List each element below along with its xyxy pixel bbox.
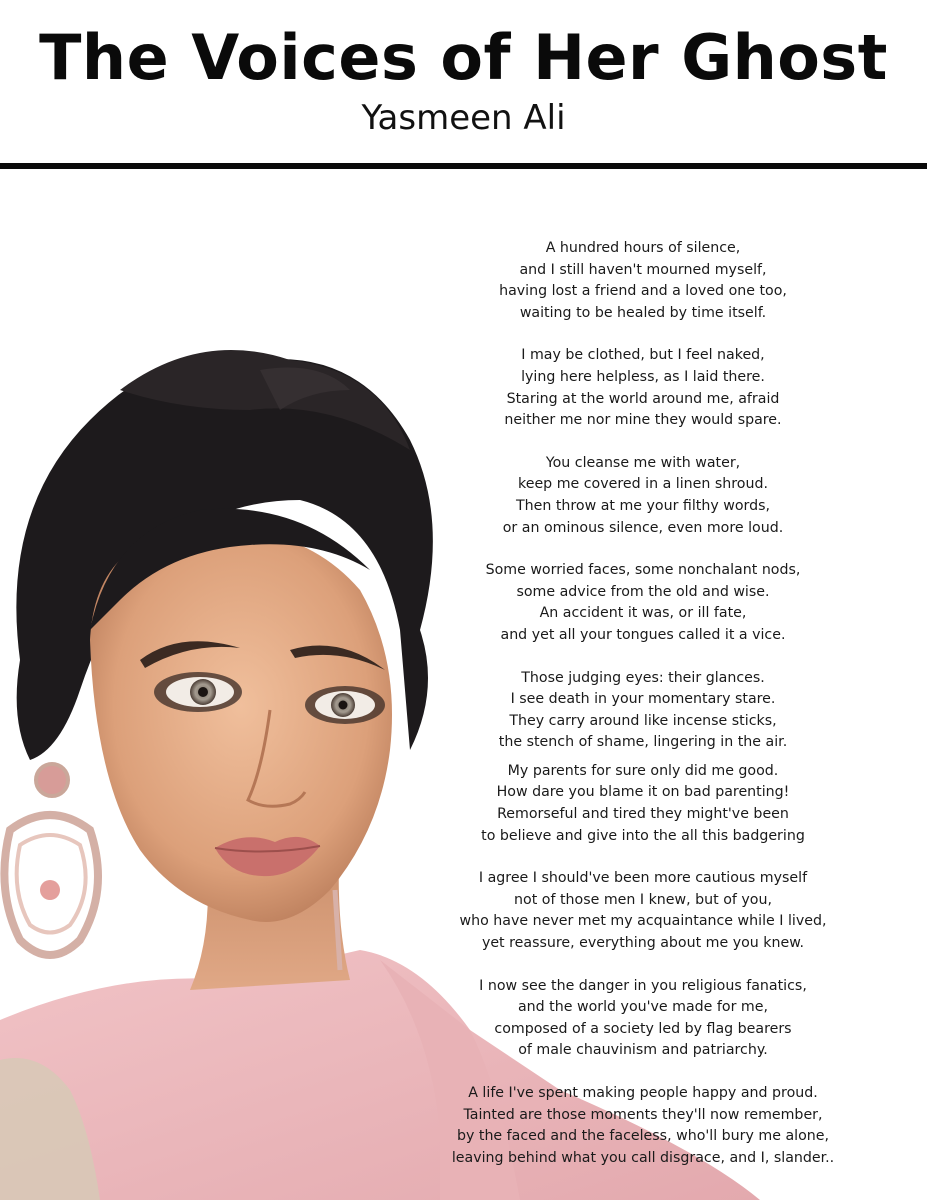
poem-line: or an ominous silence, even more loud. [502,519,784,536]
poem-author: Yasmeen Ali [361,98,566,138]
poem-line: having lost a friend and a loved one too, [499,283,787,300]
poem-line: by the faced and the faceless, who'll bury me alone, [456,1128,830,1145]
poem-line: I see death in your momentary stare. [510,691,776,708]
poem-line: and the world you've made for me, [517,999,768,1016]
poem-line: and yet all your tongues called it a vice. [500,626,786,643]
stanza [432,560,854,646]
poem-line: keep me covered in a linen shroud. [518,476,768,493]
poem-title: The Voices of Her Ghost [39,21,888,94]
poem-line: neither me nor mine they would spare. [504,412,782,429]
stanza [432,238,854,324]
poem-line: Those judging eyes: their glances. [521,669,765,686]
poem-line: lying here helpless, as I laid there. [521,368,765,385]
poem-line: You cleanse me with water, [545,454,741,471]
poem-line: I agree I should've been more cautious myself [478,870,808,887]
header-divider [0,163,927,169]
poem-line: composed of a society led by flag bearers [494,1020,792,1037]
poem-line: to believe and give into the all this badgering [481,827,805,844]
poem-line: leaving behind what you call disgrace, and I, slander.. [451,1149,835,1166]
stanza [432,1083,854,1169]
poem-line: They carry around like incense sticks, [509,712,777,729]
poem-line: of male chauvinism and patriarchy. [518,1042,768,1059]
poem-line: some advice from the old and wise. [516,583,770,600]
poem-line: not of those men I knew, but of you, [514,891,772,908]
poem-line: A life I've spent making people happy and proud. [468,1085,818,1101]
poem-line: the stench of shame, lingering in the air. [498,734,788,751]
poem-line: Then throw at me your filthy words, [515,497,771,514]
stanza [432,345,854,431]
poem-line: An accident it was, or ill fate, [539,605,747,622]
poem-line: My parents for sure only did me good. [507,762,779,779]
poem-line: yet reassure, everything about me you knew. [481,935,805,952]
poem-line: How dare you blame it on bad parenting! [496,784,790,801]
poem-line: A hundred hours of silence, [545,240,741,256]
stanza [432,761,854,847]
poem-line: I may be clothed, but I feel naked, [521,347,765,364]
stanza [432,668,854,754]
stanza [432,976,854,1062]
poem-line: waiting to be healed by time itself. [519,304,767,321]
poem-line: who have never met my acquaintance while I lived, [459,913,827,930]
poem-line: Tainted are those moments they'll now remember, [463,1106,823,1123]
poem-body [432,238,854,1190]
poem-line: Staring at the world around me, afraid [506,390,780,407]
poem-line: and I still haven't mourned myself, [519,261,767,278]
poem-line: Remorseful and tired they might've been [497,806,789,823]
poem-line: Some worried faces, some nonchalant nods, [485,562,801,579]
stanza [432,453,854,539]
chandbali-earring [4,764,98,955]
poem-line: I now see the danger in you religious fanatics, [479,977,807,994]
stanza [432,868,854,954]
